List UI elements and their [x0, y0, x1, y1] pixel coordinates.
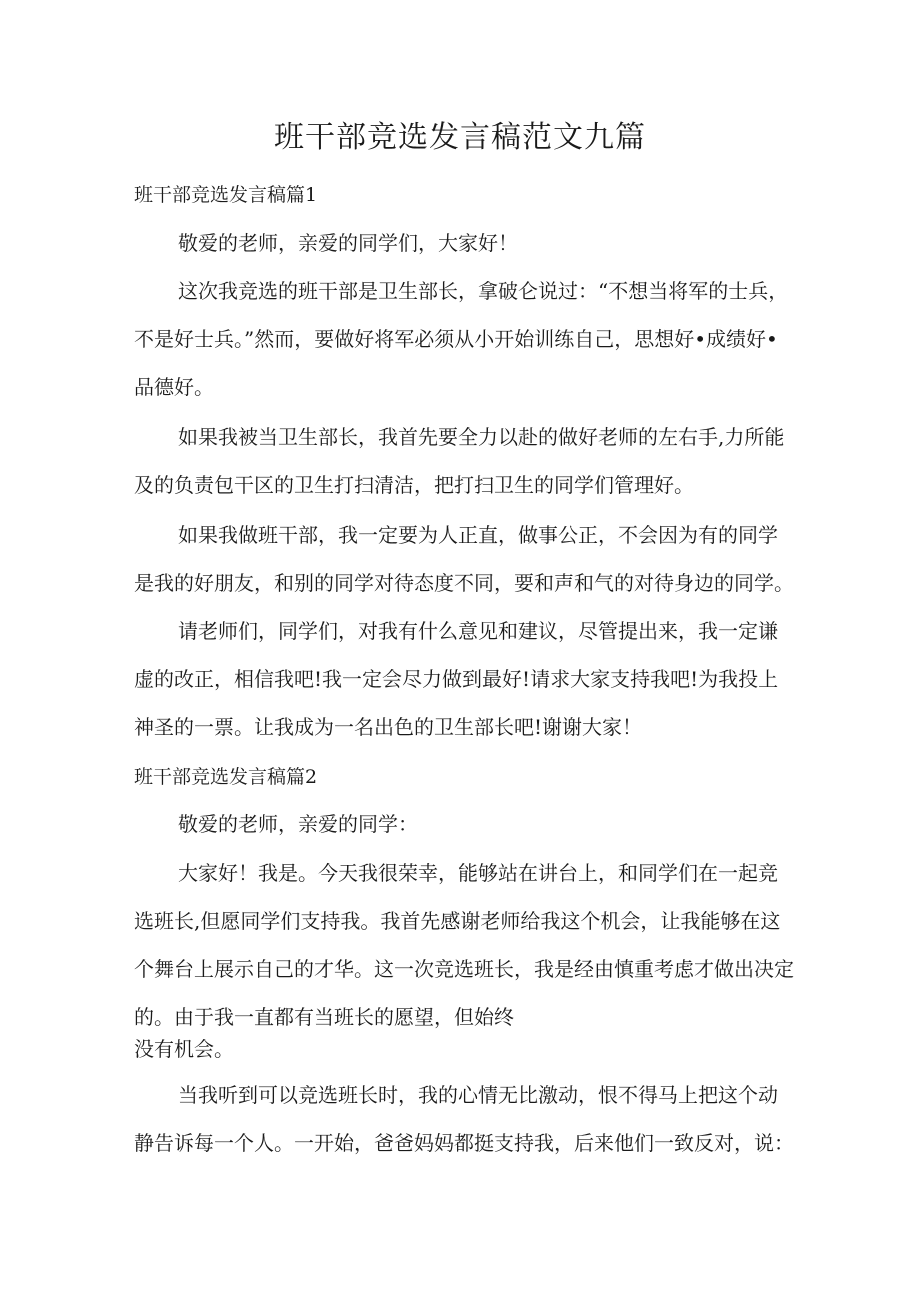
document-title: 班干部竞选发言稿范文九篇: [274, 120, 646, 155]
paragraph-line: 请老师们，同学们，对我有什么意见和建议，尽管提出来，我一定谦: [178, 619, 778, 643]
paragraph-line: 个舞台上展示自己的才华。这一次竞选班长，我是经由慎重考虑才做出决定: [134, 957, 794, 981]
section-heading-2: 班干部竞选发言稿篇2: [134, 766, 318, 788]
paragraph-line: 当我听到可以竞选班长时，我的心情无比激动，恨不得马上把这个动: [178, 1083, 778, 1107]
section-heading-1: 班干部竞选发言稿篇1: [134, 184, 318, 206]
paragraph-line: 敬爱的老师，亲爱的同学们，大家好！: [178, 231, 518, 255]
paragraph-line: 静告诉每一个人。一开始，爸爸妈妈都挺支持我，后来他们一致反对，说：: [134, 1131, 794, 1155]
paragraph-line: 这次我竞选的班干部是卫生部长，拿破仑说过：“不想当将军的士兵，: [178, 279, 789, 303]
paragraph-line: 没有机会。: [134, 1037, 234, 1061]
paragraph-line: 是我的好朋友，和别的同学对待态度不同，要和声和气的对待身边的同学。: [134, 571, 794, 595]
paragraph-line: 及的负责包干区的卫生打扫清洁，把打扫卫生的同学们管理好。: [134, 473, 694, 497]
paragraph-line: 选班长,但愿同学们支持我。我首先感谢老师给我这个机会，让我能够在这: [134, 909, 781, 933]
paragraph-line: 的。由于我一直都有当班长的愿望，但始终: [134, 1005, 514, 1029]
paragraph-line: 敬爱的老师，亲爱的同学：: [178, 812, 418, 836]
paragraph-line: 不是好士兵。”然而，要做好将军必须从小开始训练自己，思想好•成绩好•: [134, 327, 778, 351]
paragraph-line: 大家好！我是。今天我很荣幸，能够站在讲台上，和同学们在一起竞: [178, 861, 778, 885]
paragraph-line: 虚的改正，相信我吧!我一定会尽力做到最好!请求大家支持我吧!为我投上: [134, 667, 779, 691]
paragraph-line: 如果我被当卫生部长，我首先要全力以赴的做好老师的左右手,力所能: [178, 425, 785, 449]
paragraph-line: 如果我做班干部，我一定要为人正直，做事公正，不会因为有的同学: [178, 523, 778, 547]
paragraph-line: 神圣的一票。让我成为一名出色的卫生部长吧!谢谢大家！: [134, 715, 643, 739]
paragraph-line: 品德好。: [134, 375, 214, 399]
